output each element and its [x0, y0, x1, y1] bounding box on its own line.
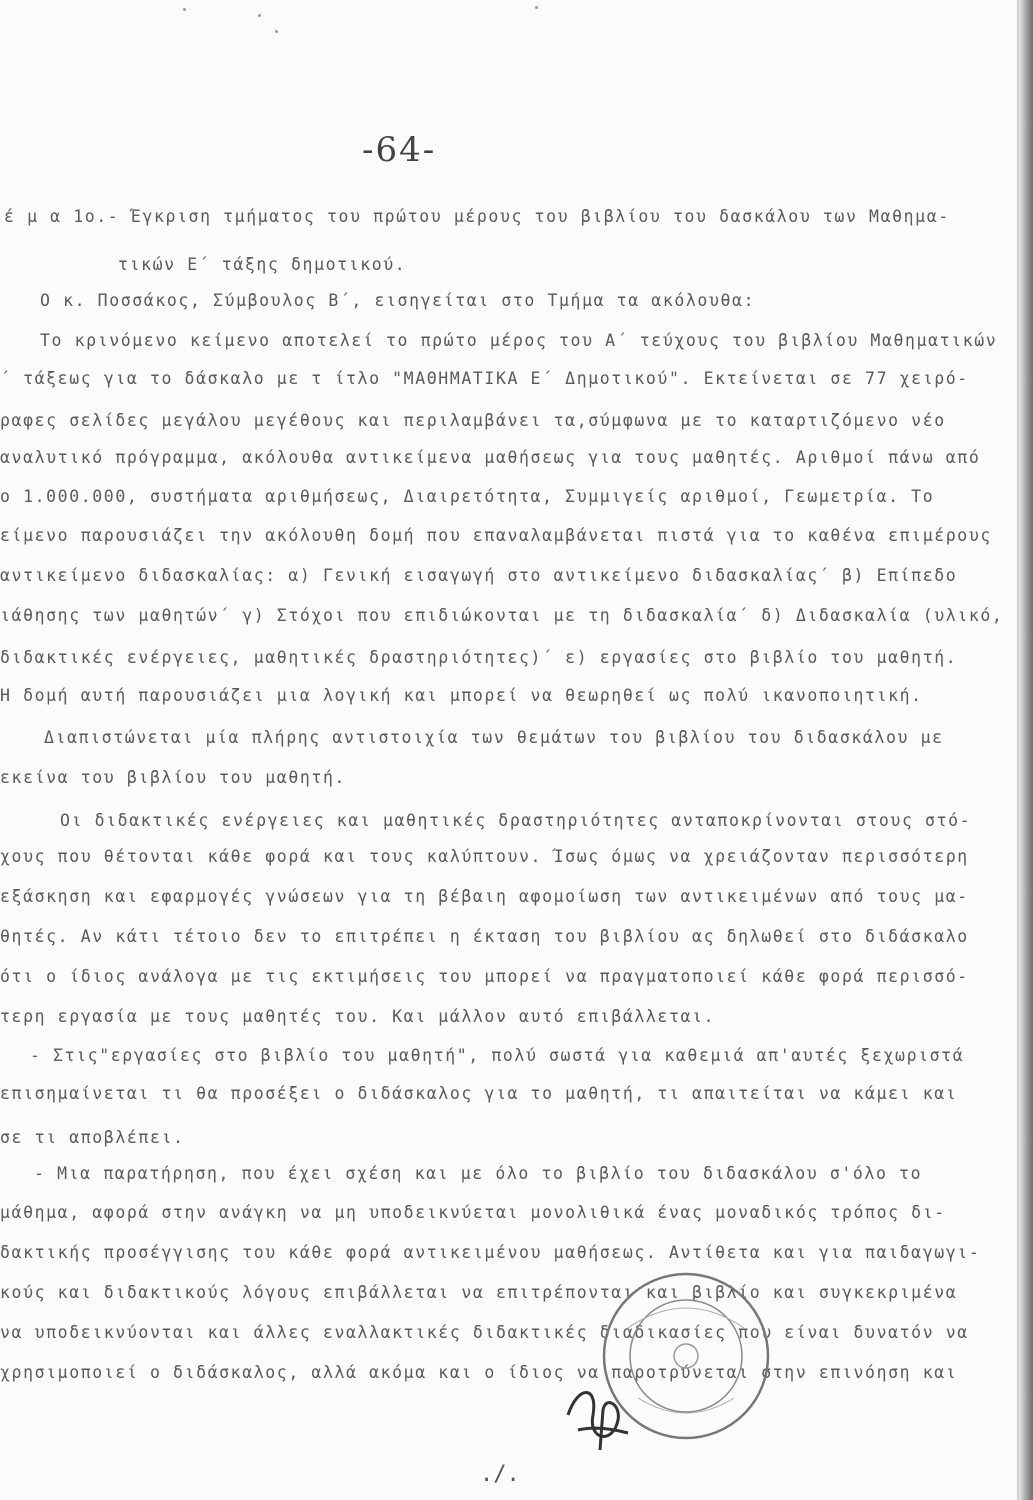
page-number: -64- [362, 130, 437, 170]
handwritten-signature [558, 1375, 638, 1455]
text-line: Διαπιστώνεται μία πλήρης αντιστοιχία των θεμάτων του βιβλίου του διδασκάλου με [44, 728, 944, 747]
text-line: Το κρινόμενο κείμενο αποτελεί το πρώτο μέρος του Α΄ τεύχους του βιβλίου Μαθηματικών [40, 331, 998, 350]
text-line: μάθημα, αφορά στην ανάγκη να μη υποδεικνύεται μονολιθικά ένας μοναδικός τρόπος δι- [0, 1203, 946, 1222]
text-line: - Στις"εργασίες στο βιβλίο του μαθητή", πολύ σωστά για καθεμιά απ'αυτές ξεχωριστά [30, 1046, 965, 1065]
text-line: - Μια παρατήρηση, που έχει σχέση και με όλο το βιβλίο του διδασκάλου σ'όλο το [34, 1164, 923, 1183]
book-binding [1019, 0, 1033, 1500]
text-line: επισημαίνεται τι θα προσέξει ο διδάσκαλος για το μαθητή, τι απαιτείται να κάμει και [0, 1084, 958, 1103]
text-line: Ο κ. Ποσσάκος, Σύμβουλος Β΄, εισηγείται στο Τμήμα τα ακόλουθα: [40, 291, 756, 310]
text-line: Η δομή αυτή παρουσιάζει μια λογική και μπορεί να θεωρηθεί ως πολύ ικανοποιητική. [0, 686, 923, 705]
text-line: τερη εργασία με τους μαθητές του. Και μάλλον αυτό επιβάλλεται. [0, 1007, 716, 1026]
text-line: ραφες σελίδες μεγάλου μεγέθους και περιλαμβάνει τα,σύμφωνα με το καταρτιζόμενο νέο [0, 411, 946, 430]
text-line: τικών Ε΄ τάξης δημοτικού. [118, 255, 407, 274]
text-line: εκείνα του βιβλίου του μαθητή. [0, 768, 347, 787]
text-line: Οι διδακτικές ενέργειες και μαθητικές δραστηριότητες ανταποκρίνονται στους στό- [60, 811, 972, 830]
text-line: διδακτικές ενέργειες, μαθητικές δραστηριότητες)΄ ε) εργασίες στο βιβλίο του μαθητή. [0, 648, 958, 667]
text-line: ότι ο ίδιος ανάλογα με τις εκτιμήσεις του μπορεί να πραγματοποιεί κάθε φορά περισσό- [0, 967, 969, 986]
text-line: θητές. Αν κάτι τέτοιο δεν το επιτρέπει η έκταση του βιβλίου ας δηλωθεί στο διδάσκαλο [0, 927, 969, 946]
text-line: αναλυτικό πρόγραμμα, ακόλουθα αντικείμενα μαθήσεως για τους μαθητές. Αριθμοί πάνω από [0, 448, 981, 467]
text-line: έ μ α 1ο.- Έγκριση τμήματος του πρώτου μέρους του βιβλίου του δασκάλου των Μαθημα- [4, 207, 950, 226]
text-line: αντικείμενο διδασκαλίας: α) Γενική εισαγωγή στο αντικείμενο διδασκαλίας΄ β) Επίπεδο [0, 566, 958, 585]
speck [275, 30, 278, 33]
text-line: να υποδεικνύονται και άλλες εναλλακτικές διδακτικές διαδικασίες που είναι δυνατόν να [0, 1323, 969, 1342]
continuation-mark: ./. [480, 1462, 520, 1487]
speck [258, 14, 261, 17]
text-line: ιάθησης των μαθητών΄ γ) Στόχοι που επιδιώκονται με τη διδασκαλία΄ δ) Διδασκαλία (υλικό, [0, 606, 1004, 625]
text-line: δακτικής προσέγγισης του κάθε φορά αντικειμένου μαθήσεως. Αντίθετα και για παιδαγωγι- [0, 1243, 981, 1262]
speck [535, 6, 538, 9]
text-line: χους που θέτονται κάθε φορά και τους καλύπτουν. Ίσως όμως να χρειάζονταν περισσότερη [0, 847, 969, 866]
text-line: εξάσκηση και εφαρμογές γνώσεων για τη βέβαιη αφομοίωση των αντικειμένων από τους μα- [0, 887, 969, 906]
text-line: σε τι αποβλέπει. [0, 1128, 185, 1147]
text-line: κούς και διδακτικούς λόγους επιβάλλεται να επιτρέπονται και βιβλίο και συγκεκριμένα [0, 1283, 958, 1302]
speck [183, 8, 186, 11]
text-line: ο 1.000.000, συστήματα αριθμήσεως, Διαιρετότητα, Συμμιγείς αριθμοί, Γεωμετρία. Το [0, 487, 935, 506]
text-line: ΄ τάξεως για το δάσκαλο με τ ίτλο "ΜΑΘΗΜΑΤΙΚΑ Ε΄ Δημοτικού". Εκτείνεται σε 77 χειρό- [0, 369, 969, 388]
text-line: χρησιμοποιεί ο διδάσκαλος, αλλά ακόμα και ο ίδιος να παροτρύνεται στην επινόηση και [0, 1363, 958, 1382]
text-line: είμενο παρουσιάζει την ακόλουθη δομή που επαναλαμβάνεται πιστά για το καθένα επιμέρους [0, 526, 992, 545]
